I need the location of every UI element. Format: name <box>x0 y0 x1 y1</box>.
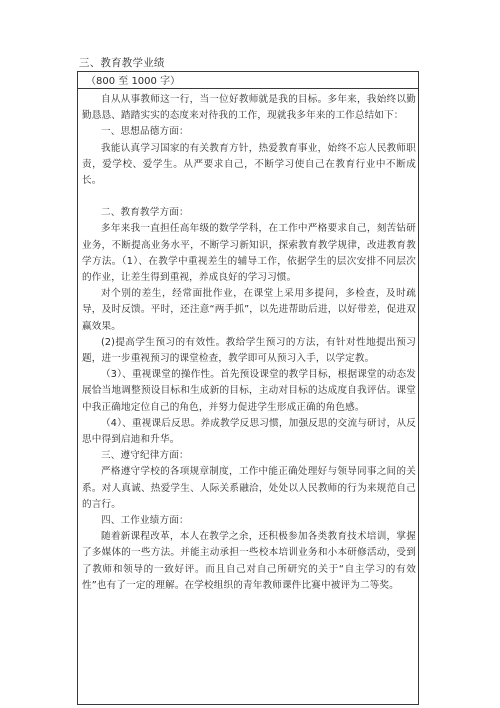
teaching-heading: 二、教育教学方面： <box>101 207 189 219</box>
teaching-paragraph-3: (2)提高学生预习的有效性。教给学生预习的方法，有针对性地提出预习题，进一步重视预习的课堂检查，教学即可从预习入手，以学定教。 <box>82 336 416 365</box>
moral-paragraph: 我能认真学习国家的有关教育方针，热爱教育事业，始终不忘人民教师职责，爱学校、爱学生。从严要求自己，不断学习使自己在教育行业中不断成长。 <box>82 142 416 187</box>
achievement-body <box>82 92 416 594</box>
section-title: 三、教育教学业绩 <box>79 57 165 69</box>
teaching-paragraph-2: 对个别的差生，经常面批作业，在课堂上采用多提问，多检查，及时疏导，及时反馈。平时，还注意“两手抓”，以先进帮助后进，以好带差，促进双赢效果。 <box>82 288 416 332</box>
achievements-paragraph: 随着新课程改革，本人在教学之余，还积极参加各类教育技术培训，掌握了多媒体的一些方法。并能主动承担一些校本培训业务和小本研修活动，受到了教师和领导的一致好评。而且自己对自己所研究的关于“自主学习的有效性”也有了一定的理解。在学校组织的青年教师课件比赛中被评为二等奖。 <box>82 531 416 591</box>
intro-paragraph: 自从从事教师这一行，当一位好教师就是我的目标。多年来，我始终以勤勤恳恳、踏踏实实的态度来对待我的工作，现就我多年来的工作总结如下： <box>82 94 416 122</box>
teaching-paragraph-1: 多年来我一直担任高年级的数学学科，在工作中严格要求自己，刻苦钻研业务，不断提高业务水平，不断学习新知识，探索教育教学规律，改进教育教学方法。（1）、在教学中重视差生的辅导工作，依据学生的层次安排不同层次的作业，让差生得到重视，养成良好的学习习惯。 <box>82 223 416 284</box>
discipline-heading: 三、遵守纪律方面： <box>101 450 189 462</box>
moral-heading: 一、思想品德方面： <box>101 126 189 138</box>
achievements-heading: 四、工作业绩方面： <box>101 515 189 527</box>
teaching-paragraph-4: （3）、重视课堂的操作性。首先预设课堂的教学目标，根据课堂的动态发展恰当地调整预设目标和生成新的目标，主动对目标的达成度自我评估。课堂中我正确地定位自己的角色，并努力促进学生形成正确的角色感。 <box>82 369 416 413</box>
table-divider <box>78 88 418 89</box>
paragraph-spacer <box>82 189 416 205</box>
word-count-note: （800 至 1000 字） <box>86 76 181 87</box>
teaching-paragraph-5: （4）、重视课后反思。养成教学反思习惯，加强反思的交流与研讨，从反思中得到启迪和升华。 <box>82 417 416 446</box>
discipline-paragraph: 严格遵守学校的各项规章制度，工作中能正确处理好与领导同事之间的关系。对人真诚、热爱学生、人际关系融洽，处处以人民教师的行为来规范自己的言行。 <box>82 466 416 510</box>
